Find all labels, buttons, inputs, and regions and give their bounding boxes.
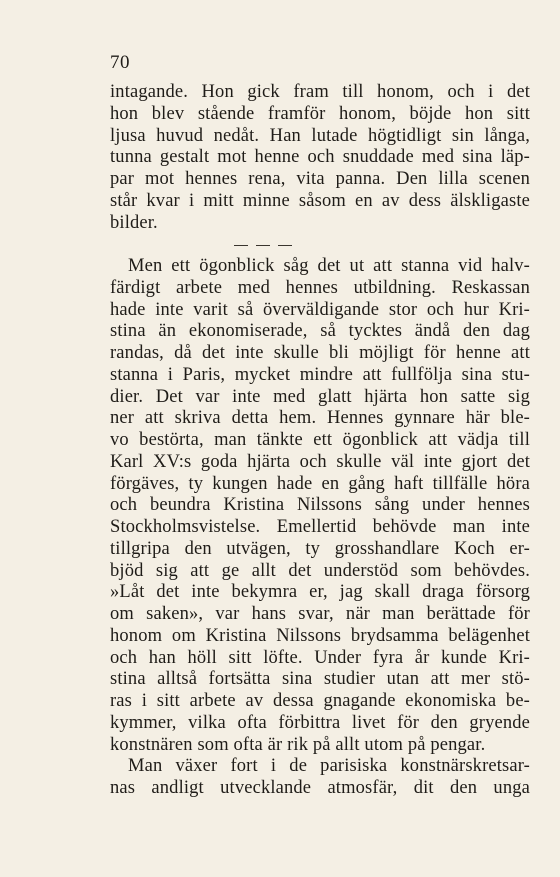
text-line: ljusa huvud nedåt. Han lutade högtidligt sin långa, — [110, 125, 530, 146]
text-line: honom om Kristina Nilssons brydsamma belägenhet — [110, 625, 530, 646]
text-line: vo bestörta, man tänkte ett ögonblick att vädja till — [110, 430, 530, 450]
text-line: Man växer fort i de parisiska konstnärskretsar- — [128, 756, 530, 777]
text-line: bilder. — [110, 212, 158, 233]
separator-dash — [234, 245, 248, 246]
text-line: stina än ekonomiserade, så tycktes ändå den dag — [110, 321, 530, 342]
section-separator — [110, 234, 530, 256]
text-line: dier. Det var inte med glatt hjärta hon satte sig — [110, 386, 530, 407]
text-line: om saken», var hans svar, när man berättade för — [110, 604, 530, 624]
text-line: »Låt det inte bekymra er, jag skall draga försorg — [110, 582, 530, 603]
text-line: Karl XV:s goda hjärta och skulle väl inte gjort det — [110, 451, 530, 472]
text-line: Stockholmsvistelse. Emellertid behövde man inte — [110, 517, 530, 537]
paragraph-3 — [110, 756, 530, 800]
text-line: ras i sitt arbete av dessa gnagande ekonomiska be- — [110, 691, 530, 711]
text-line: kymmer, vilka ofta förbittra livet för den gryende — [110, 712, 530, 733]
separator-dash — [256, 245, 270, 246]
text-line: Men ett ögonblick såg det ut att stanna vid halv- — [128, 256, 530, 276]
text-line: och han höll sitt löfte. Under fyra år kunde Kri- — [110, 647, 530, 668]
text-line: nas andligt utvecklande atmosfär, dit den unga — [110, 778, 530, 798]
text-line: förgäves, ty kungen hade en gång haft tillfälle höra — [110, 473, 530, 494]
text-line: tillgripa den utvägen, ty grosshandlare Koch er- — [110, 538, 530, 559]
text-line: färdigt arbete med hennes utbildning. Reskassan — [110, 277, 530, 298]
text-line: konstnären som ofta är rik på allt utom på pengar. — [110, 734, 486, 755]
paragraph-1 — [110, 82, 530, 234]
text-line: randas, då det inte skulle bli möjligt för henne att — [110, 343, 530, 363]
text-line: och beundra Kristina Nilssons sång under hennes — [110, 495, 530, 516]
text-line: hon blev stående framför honom, böjde hon sitt — [110, 103, 530, 124]
paragraph-2 — [110, 256, 530, 756]
separator-dash — [278, 245, 292, 246]
text-line: bjöd sig att ge allt det understöd som behövdes. — [110, 560, 530, 581]
body-text — [110, 82, 530, 800]
text-line: stanna i Paris, mycket mindre att fullfölja sina stu- — [110, 364, 530, 385]
page-number: 70 — [110, 52, 130, 73]
text-line: hade inte varit så överväldigande stor och hur Kri- — [110, 299, 530, 320]
text-line: ner att skriva detta hem. Hennes gynnare här ble- — [110, 408, 530, 429]
text-line: par mot hennes rena, vita panna. Den lilla scenen — [110, 169, 530, 189]
text-line: står kvar i mitt minne såsom en av dess älskligaste — [110, 190, 530, 211]
text-line: tunna gestalt mot henne och snuddade med sina läp- — [110, 147, 530, 168]
text-line: intagande. Hon gick fram till honom, och i det — [110, 82, 530, 102]
text-line: stina alltså fortsätta sina studier utan att mer stö- — [110, 669, 530, 690]
